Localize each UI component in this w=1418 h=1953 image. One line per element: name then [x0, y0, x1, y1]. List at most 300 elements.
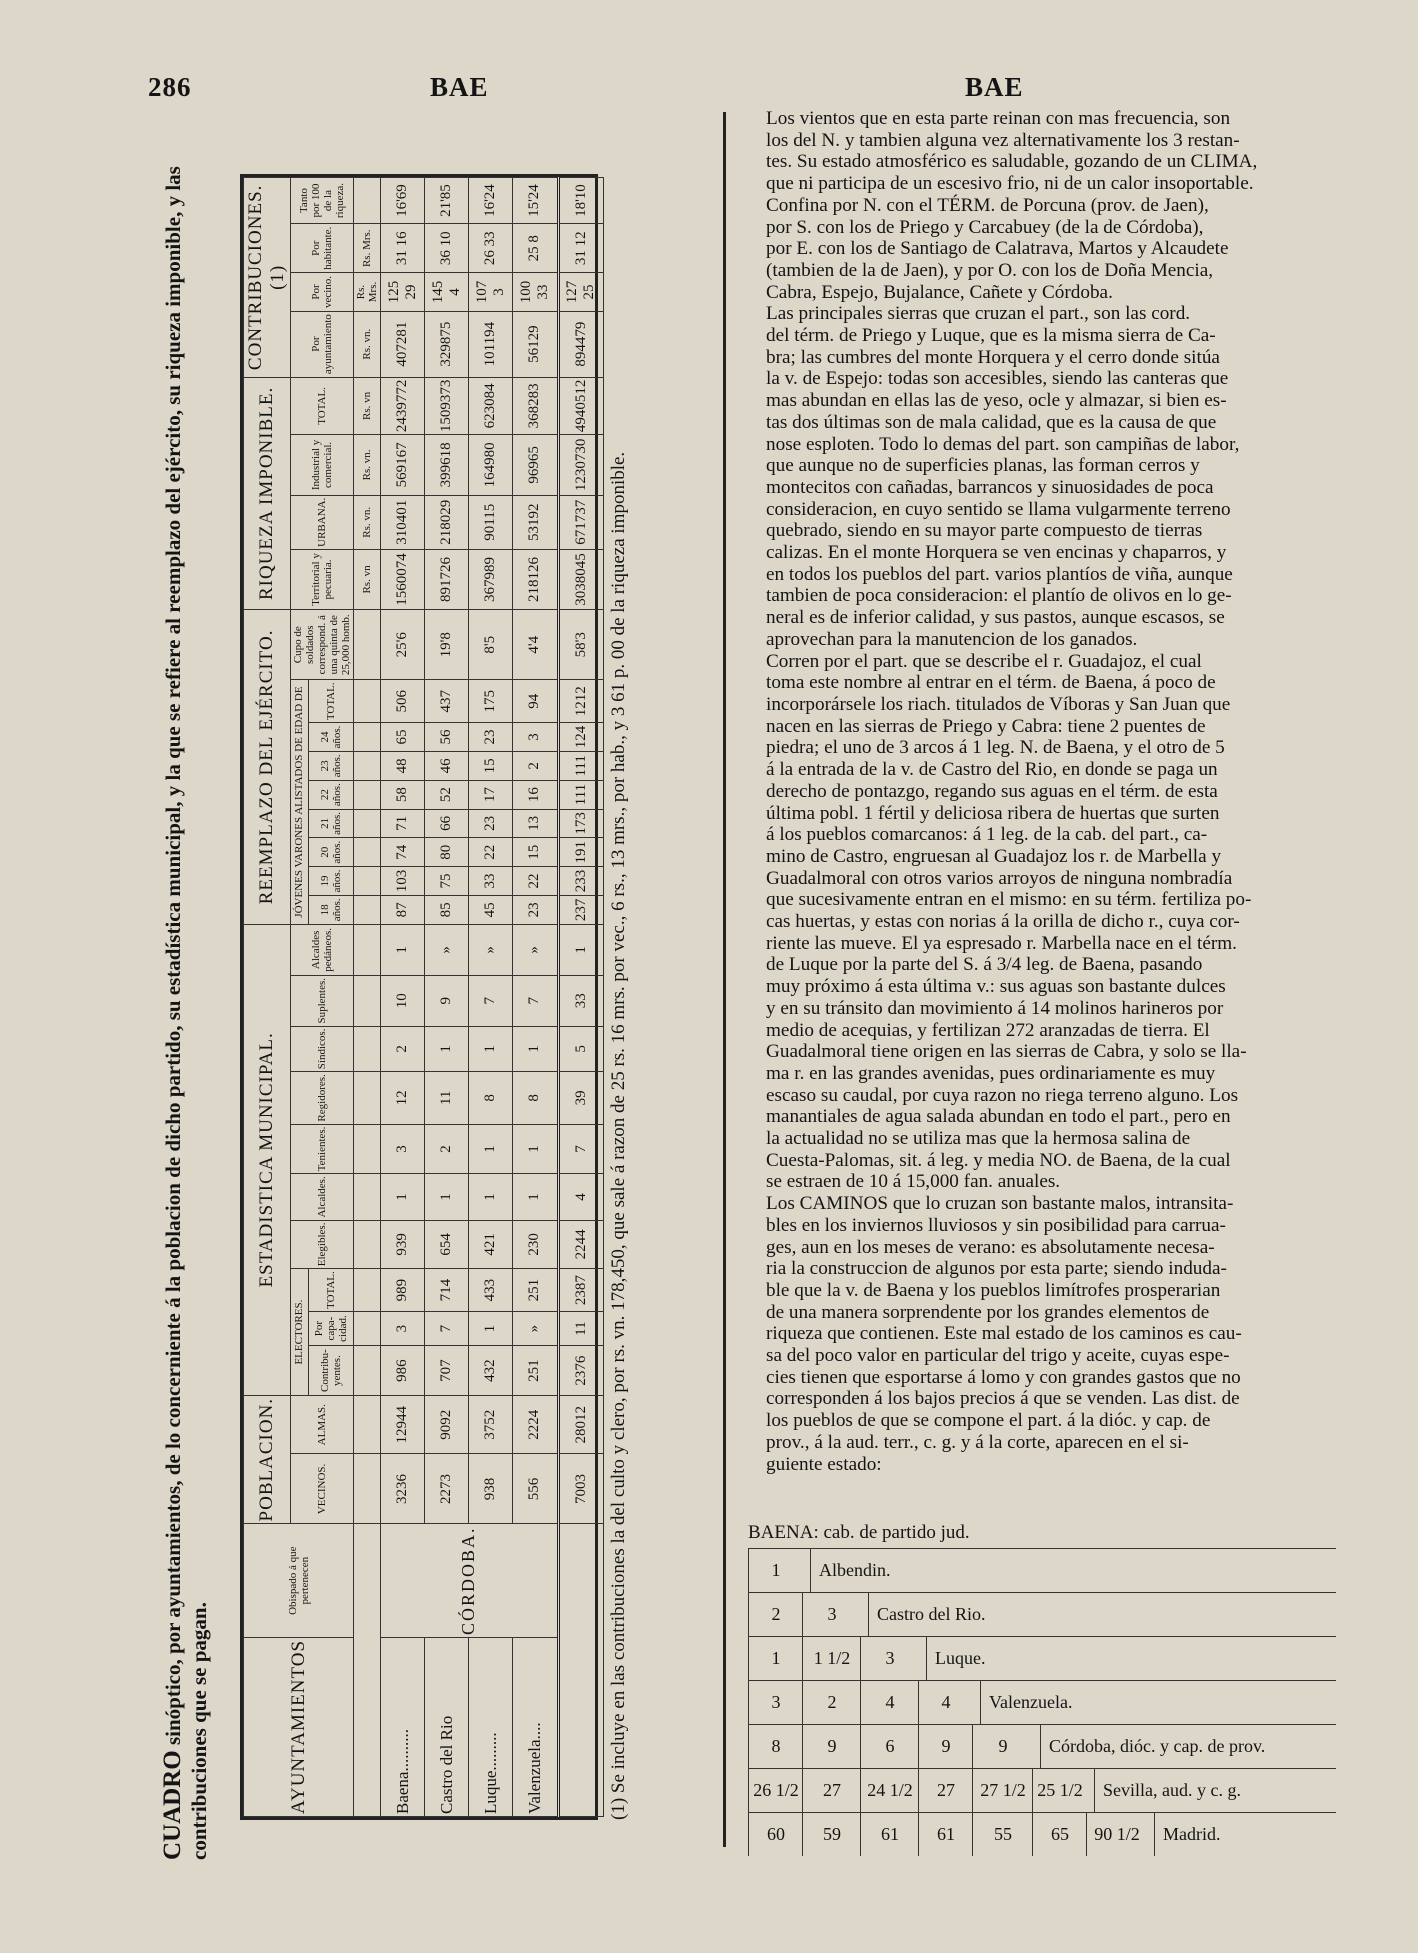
text-line: y en su tránsito dan movimiento á 14 molinos harineros por	[766, 997, 1224, 1019]
table-cell: 367989	[469, 549, 513, 609]
left-running-title: BAE	[430, 72, 489, 102]
distance-cell: 59	[802, 1813, 861, 1856]
paragraph-confina	[738, 195, 1336, 304]
total-cell: 11	[558, 1311, 603, 1345]
distance-cell: 60	[748, 1813, 803, 1856]
text-line: tas dos últimas son de mala calidad, que es la causa de que	[766, 411, 1217, 433]
text-line: quebrado, siendo en su mayor parte compuesto de tierras	[766, 520, 1203, 542]
distance-cell: 1	[748, 1637, 803, 1680]
row-name: Valenzuela....	[513, 1637, 558, 1816]
table-cell: 21'85	[425, 178, 469, 224]
total-cell: 31 12	[558, 224, 603, 273]
units-row	[354, 178, 381, 1817]
text-line: corresponden á los bajos precios á que se venden. Las dist. de	[766, 1388, 1240, 1410]
col-header: Alcaldes pedáneos.	[291, 924, 354, 975]
table-cell: 2	[425, 1124, 469, 1174]
table-cell: 1	[425, 1026, 469, 1072]
col-header: Síndicos.	[291, 1026, 354, 1072]
table-cell: 33	[469, 867, 513, 896]
table-cell: 56129	[513, 311, 558, 377]
total-cell: 18'10	[558, 178, 603, 224]
table-cell: 2439772	[381, 377, 425, 435]
distance-place: Madrid.	[1154, 1813, 1221, 1856]
col-header: Regidores.	[291, 1072, 354, 1124]
text-line: Las principales sierras que cruzan el part., son las cord.	[766, 303, 1191, 325]
text-line: Corren por el part. que se describe el r. Guadajoz, el cual	[766, 650, 1202, 672]
table-cell: 9	[425, 976, 469, 1027]
text-line: que sucesivamente entran en el mismo: en su térm. fertiliza po-	[766, 889, 1252, 911]
text-line: nose esploten. Todo lo demas del part. son campiñas de labor,	[766, 433, 1240, 455]
table-cell: 13	[513, 809, 558, 838]
distance-cell: 27	[918, 1769, 973, 1812]
total-cell: 233	[558, 867, 603, 896]
table-cell: 52	[425, 780, 469, 809]
col-header: Elegibles.	[291, 1220, 354, 1269]
header-contribuciones: CONTRIBUCIONES. (1)	[244, 178, 291, 378]
text-line: sa del poco valor en particular del trigo y aceite, cuyas espe-	[766, 1345, 1230, 1367]
text-line: riente las mueve. El ya espresado r. Marbella nace en el térm.	[766, 932, 1237, 954]
table-cell: 53192	[513, 495, 558, 549]
table-cell: 1509373	[425, 377, 469, 435]
table-cell: 939	[381, 1220, 425, 1269]
table-cell: 3	[513, 723, 558, 752]
table-cell: »	[469, 924, 513, 975]
col-header: TOTAL.	[308, 1269, 354, 1312]
col-header: VECINOS.	[291, 1454, 354, 1524]
total-cell: 7	[558, 1124, 603, 1174]
table-cell: 1560074	[381, 549, 425, 609]
table-cell: 1	[469, 1174, 513, 1220]
table-cell: 714	[425, 1269, 469, 1312]
header-riqueza: RIQUEZA IMPONIBLE.	[244, 377, 291, 609]
table-cell: 1	[469, 1311, 513, 1345]
table-cell: 85	[425, 895, 469, 924]
table-cell: 556	[513, 1454, 558, 1524]
right-running-title: BAE	[965, 72, 1024, 102]
text-line: manantiales de agua salada abundan en todo el part., pero en	[766, 1106, 1231, 1128]
table-cell: 938	[469, 1454, 513, 1524]
text-line: consideracion, en cuyo sentido se llama vulgarmente terreno	[766, 498, 1231, 520]
text-line: la v. de Espejo: todas son accesibles, siendo las canteras que	[766, 368, 1229, 390]
table-cell: 87	[381, 895, 425, 924]
table-cell: 3236	[381, 1454, 425, 1524]
total-cell: 2244	[558, 1220, 603, 1269]
table-cell: 164980	[469, 435, 513, 495]
text-line: piedra; el uno de 3 arcos á 1 leg. N. de Baena, y el otro de 5	[766, 737, 1225, 759]
distance-cell: 26 1/2	[748, 1769, 803, 1812]
text-line: á los pueblos comarcanos: á 1 leg. de la cab. del part., ca-	[766, 824, 1208, 846]
table-cell: 74	[381, 838, 425, 867]
distance-row	[748, 1680, 1336, 1724]
col-header: Por capa-cidad.	[308, 1311, 354, 1345]
table-cell: 101194	[469, 311, 513, 377]
text-line: Guadalmoral con otros varios arroyos de ninguna nombradía	[766, 867, 1233, 889]
total-cell: 58'3	[558, 610, 603, 680]
text-line: á la entrada de la v. de Castro del Rio, en donde se paga un	[766, 759, 1218, 781]
total-cell: 2387	[558, 1269, 603, 1312]
text-line: los del N. y tambien alguna vez alternativamente los 3 restan-	[766, 129, 1240, 151]
distance-cell: 1	[748, 1549, 803, 1592]
text-line: incorporársele los riach. titulados de Víboras y San Juan que	[766, 693, 1231, 715]
table-cell: 218029	[425, 495, 469, 549]
table-cell: 8	[513, 1072, 558, 1124]
unit-cell	[354, 1311, 381, 1345]
text-line: toma este nombre al entrar en el térm. de Baena, á poco de	[766, 672, 1216, 694]
table-cell: 45	[469, 895, 513, 924]
total-cell: 237	[558, 895, 603, 924]
table-cell: 1	[469, 1124, 513, 1174]
table-cell: 15	[469, 751, 513, 780]
col-header: Territorial y pecuaria.	[291, 549, 354, 609]
text-line: ges, aun en los meses de verano: es absolutamente necesa-	[766, 1236, 1215, 1258]
table-cell: 71	[381, 809, 425, 838]
unit-cell	[354, 1454, 381, 1524]
text-line: se estraen de 10 á 15,000 fan. anuales.	[766, 1171, 1061, 1193]
total-cell: 33	[558, 976, 603, 1027]
table-cell: 15	[513, 838, 558, 867]
unit-cell	[354, 867, 381, 896]
total-cell: 4	[558, 1174, 603, 1220]
table-cell: 329875	[425, 311, 469, 377]
text-line: de una manera sorprendente por los grandes elementos de	[766, 1301, 1210, 1323]
column-divider	[723, 112, 726, 1847]
header-poblacion: POBLACION.	[244, 1395, 291, 1523]
col-header: Por vecino.	[291, 273, 354, 311]
text-line: de Luque por la parte del S. á 3/4 leg. de Baena, pasando	[766, 954, 1203, 976]
table-cell: 90115	[469, 495, 513, 549]
unit-cell	[354, 1346, 381, 1396]
col-header: 22 años.	[308, 780, 354, 809]
total-cell: 124	[558, 723, 603, 752]
table-body	[381, 178, 604, 1817]
unit-cell	[354, 780, 381, 809]
row-name: Baena..........	[381, 1637, 425, 1816]
unit-cell	[354, 610, 381, 680]
unit-cell	[354, 723, 381, 752]
table-cell: 145 4	[425, 273, 469, 311]
table-cell: 25'6	[381, 610, 425, 680]
distance-place: Córdoba, dióc. y cap. de prov.	[1040, 1725, 1265, 1768]
text-line: calizas. En el monte Horquera se ven encinas y chaparros, y	[766, 542, 1227, 564]
distance-cell: 90 1/2	[1086, 1813, 1147, 1856]
table-cell: 22	[513, 867, 558, 896]
col-header: 21 años.	[308, 809, 354, 838]
distance-cell: 3	[860, 1637, 919, 1680]
unit-cell	[354, 1269, 381, 1312]
text-line: Los CAMINOS que lo cruzan son bastante malos, intransita-	[766, 1193, 1234, 1215]
table-cell: 31 16	[381, 224, 425, 273]
total-cell: 3038045	[558, 549, 603, 609]
unit-cell	[354, 1026, 381, 1072]
text-line: escaso su caudal, por cuya razon no riega terreno alguno. Los	[766, 1084, 1239, 1106]
text-line: cas huertas, y estas con norias á la orilla de dicho r., cuya cor-	[766, 911, 1240, 933]
text-line: la actualidad no se utiliza mas que la hermosa salina de	[766, 1128, 1191, 1150]
text-line: en todos los pueblos del part. varios plantíos de viña, aunque	[766, 563, 1233, 585]
total-cell: 5	[558, 1026, 603, 1072]
table-cell: 100 33	[513, 273, 558, 311]
table-cell: 16	[513, 780, 558, 809]
table-cell: 103	[381, 867, 425, 896]
text-line: que ni participa de un escesivo frio, ni de un calor insoportable.	[766, 173, 1254, 195]
col-header: 24 años.	[308, 723, 354, 752]
col-header: TOTAL.	[308, 680, 354, 723]
unit-cell	[354, 1072, 381, 1124]
text-line: medio de acequias, y fertilizan 272 aranzadas de tierra. El	[766, 1019, 1210, 1041]
distance-table-head: BAENA: cab. de partido jud.	[748, 1522, 970, 1543]
col-header: 20 años.	[308, 838, 354, 867]
unit-cell	[354, 1220, 381, 1269]
header-ayuntamientos: AYUNTAMIENTOS	[244, 1637, 354, 1816]
text-line: Guadalmoral tiene origen en las sierras de Cabra, y solo se lla-	[766, 1041, 1247, 1063]
text-line: Los vientos que en esta parte reinan con mas frecuencia, son	[766, 108, 1231, 129]
distance-cell: 6	[860, 1725, 919, 1768]
paragraph-sierras	[738, 303, 1336, 650]
table-cell: »	[513, 1311, 558, 1345]
table-cell: 17	[469, 780, 513, 809]
text-line: del térm. de Priego y Luque, que es la misma sierra de Ca-	[766, 325, 1216, 347]
table-cell: 58	[381, 780, 425, 809]
table-cell: 7	[469, 976, 513, 1027]
table-cell: 2	[381, 1026, 425, 1072]
total-cell: 39	[558, 1072, 603, 1124]
unit-cell: Rs. vn.	[354, 495, 381, 549]
text-line: por E. con los de Santiago de Calatrava, Martos y Alcaudete	[766, 238, 1229, 260]
table-cell: 96965	[513, 435, 558, 495]
unit-cell: Rs. Mrs.	[354, 224, 381, 273]
table-cell: 310401	[381, 495, 425, 549]
col-header: Cupo de soldados correspond. á una quinta de 25,000 homb.	[291, 610, 354, 680]
table-cell: 11	[425, 1072, 469, 1124]
table-cell: 56	[425, 723, 469, 752]
col-header: Contribu-yentes.	[308, 1346, 354, 1396]
synoptic-table	[240, 174, 598, 1820]
table-cell: 26 33	[469, 224, 513, 273]
distance-place: Luque.	[926, 1637, 985, 1680]
unit-cell	[354, 751, 381, 780]
distance-table	[748, 1522, 1336, 1856]
unit-cell	[354, 924, 381, 975]
table-cell: 432	[469, 1346, 513, 1396]
distance-cell: 1 1/2	[802, 1637, 861, 1680]
table-cell: 368283	[513, 377, 558, 435]
table-cell: 107 3	[469, 273, 513, 311]
table-cell: 23	[469, 723, 513, 752]
distance-cell: 27 1/2	[972, 1769, 1033, 1812]
text-column	[738, 108, 1336, 1475]
distance-cell: 65	[1032, 1813, 1087, 1856]
col-header: 19 años.	[308, 867, 354, 896]
distance-row	[748, 1768, 1336, 1812]
table-cell: 15'24	[513, 178, 558, 224]
table-cell: 175	[469, 680, 513, 723]
distance-place: Albendin.	[810, 1549, 891, 1592]
table-cell: 2	[513, 751, 558, 780]
table-cell: 16'24	[469, 178, 513, 224]
total-cell: 1	[558, 924, 603, 975]
totals-row	[558, 178, 603, 1817]
paragraph-rios	[738, 651, 1336, 1194]
text-line: muy próximo á esta última v.: sus aguas son bastante dulces	[766, 976, 1226, 998]
table-cell: 12944	[381, 1395, 425, 1453]
table-cell: 46	[425, 751, 469, 780]
table-cell: 1	[513, 1174, 558, 1220]
text-line: mino de Castro, engruesan al Guadajoz los r. de Marbella y	[766, 845, 1222, 867]
unit-cell	[354, 680, 381, 723]
total-cell: 127 25	[558, 273, 603, 311]
unit-cell: Rs. vn	[354, 549, 381, 609]
table-cell: 399618	[425, 435, 469, 495]
table-cell: 251	[513, 1269, 558, 1312]
distance-row	[748, 1636, 1336, 1680]
table-cell: 654	[425, 1220, 469, 1269]
col-header: ALMAS.	[291, 1395, 354, 1453]
total-cell: 191	[558, 838, 603, 867]
paragraph-caminos	[738, 1193, 1336, 1475]
distance-cell: 24 1/2	[860, 1769, 919, 1812]
table-cell: 506	[381, 680, 425, 723]
text-line: cies tienen que esportarse á lomo y con grandes gastos que no	[766, 1366, 1241, 1388]
table-cell: 1	[513, 1026, 558, 1072]
header-obispado: Obispado á que pertenecen	[244, 1524, 354, 1638]
text-line: ria la construccion de algunos por esta parte; siendo induda-	[766, 1258, 1227, 1280]
table-cell: 1	[381, 924, 425, 975]
text-line: riqueza que contienen. Este mal estado de los caminos es cau-	[766, 1323, 1242, 1345]
total-cell: 894479	[558, 311, 603, 377]
distance-cell: 3	[748, 1681, 803, 1724]
table-cell: 707	[425, 1346, 469, 1396]
unit-cell: Rs. vn	[354, 377, 381, 435]
table-cell: 407281	[381, 311, 425, 377]
unit-cell	[354, 976, 381, 1027]
total-cell: 671737	[558, 495, 603, 549]
total-cell: 2376	[558, 1346, 603, 1396]
table-cell: 437	[425, 680, 469, 723]
table-cell: 2224	[513, 1395, 558, 1453]
text-line: Cuesta-Palomas, sit. á leg. y media NO. de Baena, de la cual	[766, 1149, 1231, 1171]
text-line: bles en los inviernos lluviosos y sin posibilidad para carrua-	[766, 1214, 1226, 1236]
table-cell: 218126	[513, 549, 558, 609]
table-cell: 1	[469, 1026, 513, 1072]
text-line: guiente estado:	[766, 1453, 882, 1475]
page-number: 286	[148, 72, 192, 102]
table-cell: 251	[513, 1346, 558, 1396]
table-cell: 80	[425, 838, 469, 867]
row-name: Luque.........	[469, 1637, 513, 1816]
table-cell: 421	[469, 1220, 513, 1269]
total-cell: 111	[558, 780, 603, 809]
table-cell: 4'4	[513, 610, 558, 680]
text-line: nacen en las sierras de Priego y Cabra: tiene 2 puentes de	[766, 715, 1206, 737]
table-cell: 23	[513, 895, 558, 924]
total-cell: 4940512	[558, 377, 603, 435]
total-cell: 1230730	[558, 435, 603, 495]
text-line: los pueblos de que se compone el part. á la dióc. y cap. de	[766, 1410, 1211, 1432]
table-cell: 22	[469, 838, 513, 867]
table-cell: 230	[513, 1220, 558, 1269]
table-cell: 3	[381, 1124, 425, 1174]
table-cell: 12	[381, 1072, 425, 1124]
text-line: última pobl. 1 fértil y deliciosa ribera de huertas que surten	[766, 802, 1220, 824]
col-header: Industrial y comercial.	[291, 435, 354, 495]
table-cell: 23	[469, 809, 513, 838]
table-cell: 2273	[425, 1454, 469, 1524]
synoptic-table-block	[160, 130, 700, 1860]
distance-cell: 2	[802, 1681, 861, 1724]
table-cell: 48	[381, 751, 425, 780]
table-cell: 3752	[469, 1395, 513, 1453]
text-line: aprovechan para la manutencion de los ganados.	[766, 628, 1138, 650]
table-cell: 7	[513, 976, 558, 1027]
obispado-cell: CÓRDOBA.	[381, 1524, 559, 1638]
col-header: Tanto por 100 de la riqueza.	[291, 178, 354, 224]
table-cell: 7	[425, 1311, 469, 1345]
text-line: bra; las cumbres del monte Horquera y el cerro donde sitúa	[766, 346, 1220, 368]
totals-label	[558, 1524, 603, 1817]
table-cell: 65	[381, 723, 425, 752]
header-reemplazo: REEMPLAZO DEL EJÉRCITO.	[244, 610, 291, 925]
text-line: ble que la v. de Baena y los pueblos limítrofes prosperarian	[766, 1279, 1221, 1301]
text-line: neral es de inferior calidad, y sus pastos, aunque escasos, se	[766, 607, 1225, 629]
distance-cell: 9	[802, 1725, 861, 1768]
distance-cell: 4	[918, 1681, 973, 1724]
table-cell: 16'69	[381, 178, 425, 224]
text-line: montecitos con cañadas, barrancos y sinuosidades de poca	[766, 476, 1214, 498]
unit-cell	[354, 178, 381, 224]
table-cell: »	[513, 924, 558, 975]
header-total-riqueza: TOTAL.	[291, 377, 354, 435]
table-cell: 25 8	[513, 224, 558, 273]
table-cell: 623084	[469, 377, 513, 435]
col-header: Alcaldes.	[291, 1174, 354, 1220]
total-cell: 1212	[558, 680, 603, 723]
table-cell: 1	[381, 1174, 425, 1220]
distance-row	[748, 1812, 1336, 1856]
table-cell: »	[425, 924, 469, 975]
unit-cell	[354, 1395, 381, 1453]
text-line: tes. Su estado atmosférico es saludable, gozando de un CLIMA,	[766, 151, 1258, 173]
distance-row	[748, 1548, 1336, 1592]
distance-cell: 25 1/2	[1032, 1769, 1087, 1812]
distance-cell: 8	[748, 1725, 803, 1768]
distance-cell: 3	[802, 1593, 861, 1636]
text-line: derecho de pontazgo, regando sus aguas en el térm. de esta	[766, 780, 1218, 802]
header-electores: ELECTORES.	[291, 1269, 309, 1396]
col-header: Tenientes.	[291, 1124, 354, 1174]
table-cell: 433	[469, 1269, 513, 1312]
row-name: Castro del Rio	[425, 1637, 469, 1816]
text-line: ma r. en las grandes avenidas, pues ordinariamente es muy	[766, 1062, 1216, 1084]
unit-cell: Rs. vn.	[354, 435, 381, 495]
text-line: mas abundan en ellas las de yeso, ocle y almazar, si bien es-	[766, 390, 1227, 412]
col-header: 18 años.	[308, 895, 354, 924]
unit-cell	[354, 1174, 381, 1220]
text-line: que aunque no de superficies planas, las forman cerros y	[766, 455, 1200, 477]
distance-cell: 9	[972, 1725, 1033, 1768]
distance-cell: 9	[918, 1725, 973, 1768]
unit-cell	[354, 838, 381, 867]
col-header: Suplentes.	[291, 976, 354, 1027]
distance-cell: 55	[972, 1813, 1033, 1856]
total-cell: 173	[558, 809, 603, 838]
text-line: tambien de poca consideracion: el plantío de olivos en lo ge-	[766, 585, 1232, 607]
table-cell: 891726	[425, 549, 469, 609]
distance-row	[748, 1592, 1336, 1636]
col-header: URBANA.	[291, 495, 354, 549]
table-cell: 1	[425, 1174, 469, 1220]
table-cell: 19'8	[425, 610, 469, 680]
table-cell: 989	[381, 1269, 425, 1312]
unit-cell: Rs. Mrs.	[354, 273, 381, 311]
